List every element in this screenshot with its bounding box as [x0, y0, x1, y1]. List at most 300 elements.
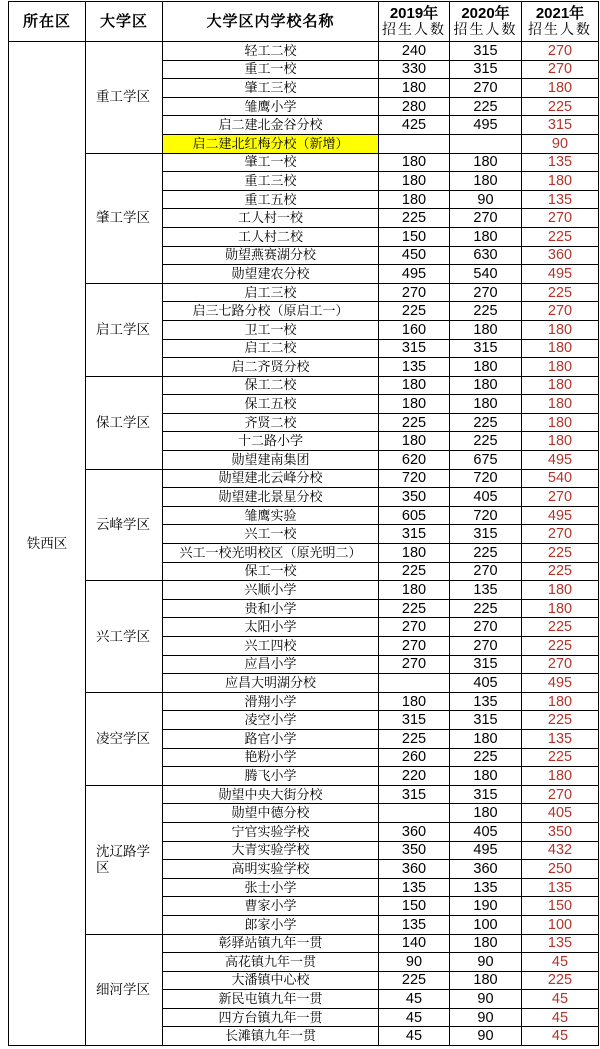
- enrollment-2019-cell: [379, 711, 450, 730]
- zone-name: 细河学区: [96, 981, 150, 997]
- school-name: 应昌小学: [244, 656, 297, 672]
- enrollment-2019-value: 180: [401, 154, 427, 171]
- school-name: 新民屯镇九年一贯: [218, 991, 323, 1007]
- school-name: 凌空小学: [244, 712, 297, 728]
- school-name: 卫工一校: [244, 321, 297, 337]
- header-school-cell: [163, 2, 379, 42]
- enrollment-2020-value: 315: [473, 526, 498, 543]
- school-name-cell: [163, 804, 379, 823]
- zone-cell: [86, 154, 163, 284]
- enrollment-2021-value: 45: [551, 991, 569, 1008]
- school-name: 勋望燕赛湖分校: [224, 247, 316, 263]
- enrollment-2020-value: 180: [473, 805, 498, 822]
- enrollment-2021-value: 225: [547, 637, 573, 654]
- enrollment-2020-cell: [450, 340, 522, 359]
- enrollment-2020-cell: [450, 507, 522, 526]
- enrollment-2020-cell: [450, 209, 522, 228]
- enrollment-2020-cell: [450, 1009, 522, 1028]
- school-name-cell: [163, 563, 379, 582]
- enrollment-2019-cell: [379, 302, 450, 321]
- enrollment-2021-cell: [522, 191, 599, 210]
- enrollment-2021-value: 225: [547, 98, 573, 115]
- enrollment-2019-value: 225: [401, 972, 427, 989]
- school-name: 张士小学: [244, 879, 297, 895]
- enrollment-2021-value: 360: [547, 247, 573, 264]
- enrollment-2019-cell: [379, 340, 450, 359]
- school-name-cell: [163, 860, 379, 879]
- enrollment-2019-value: 220: [401, 767, 427, 784]
- enrollment-2019-cell: [379, 767, 450, 786]
- enrollment-2019-cell: [379, 935, 450, 954]
- school-name-cell: [163, 302, 379, 321]
- header-zone-cell: [86, 2, 163, 42]
- school-name-cell: [163, 42, 379, 61]
- enrollment-2021-cell: [522, 953, 599, 972]
- school-name: 长滩镇九年一贯: [224, 1028, 316, 1044]
- enrollment-2021-value: 180: [547, 396, 573, 413]
- enrollment-2020-cell: [450, 842, 522, 861]
- enrollment-2020-cell: [450, 693, 522, 712]
- enrollment-2019-cell: [379, 693, 450, 712]
- school-name-cell-highlighted: [163, 135, 379, 154]
- enrollment-2021-value: 270: [547, 786, 573, 803]
- school-name: 重工一校: [244, 61, 297, 77]
- school-name-cell: [163, 581, 379, 600]
- enrollment-2020-value: 270: [473, 210, 498, 227]
- school-name-cell: [163, 247, 379, 266]
- enrollment-2020-cell: [450, 265, 522, 284]
- enrollment-2019-value: 280: [401, 98, 427, 115]
- school-name: 工人村一校: [237, 210, 303, 226]
- enrollment-2020-value: 540: [473, 265, 498, 282]
- enrollment-2020-value: 495: [473, 842, 498, 859]
- enrollment-2021-value: 540: [547, 470, 573, 487]
- enrollment-2019-cell: [379, 414, 450, 433]
- school-name-cell: [163, 61, 379, 80]
- enrollment-2019-cell: [379, 321, 450, 340]
- enrollment-2021-cell: [522, 154, 599, 173]
- enrollment-2021-value: 225: [547, 619, 573, 636]
- school-name-cell: [163, 600, 379, 619]
- enrollment-2020-value: 225: [473, 544, 498, 561]
- school-name-cell: [163, 525, 379, 544]
- enrollment-2019-cell: [379, 1009, 450, 1028]
- enrollment-2021-value: 135: [547, 154, 573, 171]
- enrollment-2021-value: 180: [547, 433, 573, 450]
- enrollment-2021-value: 45: [551, 953, 569, 970]
- enrollment-2021-cell: [522, 786, 599, 805]
- school-name-cell: [163, 79, 379, 98]
- school-name: 启二建北红梅分校（新增）: [192, 135, 349, 151]
- header-district-label: 所在区: [22, 13, 71, 30]
- school-name: 高花镇九年一贯: [224, 953, 316, 969]
- school-name: 应昌大明湖分校: [224, 674, 316, 690]
- enrollment-2021-value: 100: [547, 916, 573, 933]
- school-name-cell: [163, 488, 379, 507]
- school-name: 启三七路分校（原启工一）: [192, 303, 349, 319]
- enrollment-2019-cell: [379, 916, 450, 935]
- school-name-cell: [163, 990, 379, 1009]
- enrollment-2020-cell: [450, 823, 522, 842]
- school-name: 启工二校: [244, 340, 297, 356]
- enrollment-2020-cell: [450, 470, 522, 489]
- enrollment-2020-value: 315: [473, 42, 498, 59]
- school-name: 雏鹰实验: [244, 507, 297, 523]
- district-name: 铁西区: [26, 535, 68, 551]
- enrollment-2019-cell: [379, 172, 450, 191]
- school-name: 肇工三校: [244, 79, 297, 95]
- school-name-cell: [163, 711, 379, 730]
- enrollment-2019-value: 620: [401, 451, 427, 468]
- enrollment-2020-value: 270: [473, 619, 498, 636]
- enrollment-2019-cell: [379, 154, 450, 173]
- enrollment-2021-cell: [522, 61, 599, 80]
- school-name-cell: [163, 935, 379, 954]
- enrollment-2020-cell: [450, 525, 522, 544]
- enrollment-2021-cell: [522, 674, 599, 693]
- enrollment-2021-value: 495: [547, 507, 573, 524]
- enrollment-2019-cell: [379, 507, 450, 526]
- enrollment-2019-value: 315: [401, 786, 427, 803]
- enrollment-2021-value: 225: [547, 712, 573, 729]
- enrollment-2021-value: 270: [547, 489, 573, 506]
- school-name-cell: [163, 284, 379, 303]
- header-2020-cell: [450, 2, 522, 42]
- enrollment-2021-value: 180: [547, 767, 573, 784]
- enrollment-2021-cell: [522, 265, 599, 284]
- enrollment-2019-value: 330: [401, 61, 427, 78]
- zone-name: 兴工学区: [96, 628, 150, 644]
- school-name-cell: [163, 674, 379, 693]
- enrollment-2020-value: 180: [473, 358, 498, 375]
- school-name: 保工二校: [244, 377, 297, 393]
- enrollment-2020-value: 720: [473, 470, 498, 487]
- school-name: 兴工四校: [244, 637, 297, 653]
- enrollment-2020-value: 495: [473, 117, 498, 134]
- enrollment-2019-cell: [379, 544, 450, 563]
- enrollment-2019-value: 160: [401, 321, 427, 338]
- enrollment-2020-cell: [450, 488, 522, 507]
- enrollment-2019-cell: [379, 749, 450, 768]
- enrollment-2021-cell: [522, 451, 599, 470]
- enrollment-2019-value: 450: [401, 247, 427, 264]
- enrollment-2019-value: 180: [401, 693, 427, 710]
- enrollment-2021-cell: [522, 284, 599, 303]
- enrollment-2019-cell: [379, 786, 450, 805]
- zone-cell: [86, 284, 163, 377]
- enrollment-2020-value: 180: [473, 730, 498, 747]
- enrollment-2020-value: 630: [473, 247, 498, 264]
- header-2021-year: 2021年: [535, 4, 585, 22]
- enrollment-2021-value: 495: [547, 674, 573, 691]
- enrollment-2019-cell: [379, 191, 450, 210]
- school-name: 勋望中德分校: [231, 805, 310, 821]
- enrollment-2021-value: 432: [547, 842, 573, 859]
- header-2021-cell: [522, 2, 599, 42]
- enrollment-2021-cell: [522, 135, 599, 154]
- enrollment-2020-cell: [450, 990, 522, 1009]
- enrollment-2020-value: 225: [473, 749, 498, 766]
- enrollment-2021-value: 270: [547, 303, 573, 320]
- enrollment-2019-cell: [379, 488, 450, 507]
- zone-name: 启工学区: [96, 321, 150, 337]
- enrollment-2021-cell: [522, 860, 599, 879]
- school-name-cell: [163, 693, 379, 712]
- enrollment-2019-value: 225: [401, 210, 427, 227]
- enrollment-2019-value: 135: [401, 916, 427, 933]
- zone-name: 保工学区: [96, 414, 150, 430]
- enrollment-2020-value: 270: [473, 563, 498, 580]
- enrollment-2020-cell: [450, 42, 522, 61]
- enrollment-2020-cell: [450, 432, 522, 451]
- enrollment-2019-cell: [379, 395, 450, 414]
- enrollment-2019-cell: [379, 116, 450, 135]
- enrollment-2019-cell: [379, 265, 450, 284]
- enrollment-2019-value: 45: [405, 991, 423, 1008]
- enrollment-2021-value: 90: [551, 135, 569, 152]
- enrollment-2019-value: 180: [401, 433, 427, 450]
- enrollment-2020-cell: [450, 79, 522, 98]
- school-name-cell: [163, 507, 379, 526]
- school-name: 彰驿站镇九年一贯: [218, 935, 323, 951]
- enrollment-2020-value: 180: [473, 972, 498, 989]
- school-name: 郎家小学: [244, 916, 297, 932]
- enrollment-2019-value: 720: [401, 470, 427, 487]
- header-2020-label: 招生人数: [453, 22, 518, 38]
- enrollment-2020-value: 180: [473, 321, 498, 338]
- enrollment-2020-cell: [450, 135, 522, 154]
- school-name-cell: [163, 265, 379, 284]
- school-name-cell: [163, 749, 379, 768]
- enrollment-2019-cell: [379, 730, 450, 749]
- enrollment-2019-value: 180: [401, 377, 427, 394]
- enrollment-2019-value: 270: [401, 637, 427, 654]
- enrollment-2020-value: 90: [477, 1028, 494, 1045]
- school-name-cell: [163, 116, 379, 135]
- enrollment-2020-cell: [450, 191, 522, 210]
- enrollment-2021-value: 180: [547, 414, 573, 431]
- enrollment-2020-cell: [450, 1027, 522, 1046]
- enrollment-2021-value: 225: [547, 972, 573, 989]
- enrollment-2020-value: 180: [473, 767, 498, 784]
- school-name-cell: [163, 544, 379, 563]
- enrollment-2020-value: 135: [473, 582, 498, 599]
- enrollment-2021-value: 225: [547, 284, 573, 301]
- enrollment-2020-cell: [450, 544, 522, 563]
- school-name: 艳粉小学: [244, 749, 297, 765]
- enrollment-2019-cell: [379, 470, 450, 489]
- header-2020-year: 2020年: [461, 4, 510, 22]
- enrollment-2021-cell: [522, 990, 599, 1009]
- enrollment-2021-value: 180: [547, 377, 573, 394]
- enrollment-2021-value: 270: [547, 210, 573, 227]
- enrollment-2020-value: 180: [473, 935, 498, 952]
- zone-cell: [86, 786, 163, 935]
- enrollment-2021-cell: [522, 116, 599, 135]
- enrollment-2021-cell: [522, 823, 599, 842]
- enrollment-2019-cell: [379, 897, 450, 916]
- enrollment-2019-value: 150: [401, 228, 427, 245]
- enrollment-2021-value: 495: [547, 265, 573, 282]
- enrollment-2020-value: 270: [473, 284, 498, 301]
- header-2019-cell: [379, 2, 450, 42]
- enrollment-2020-value: 90: [477, 191, 494, 208]
- school-name: 滑翔小学: [244, 693, 297, 709]
- enrollment-2020-value: 180: [473, 396, 498, 413]
- enrollment-2019-value: 240: [401, 42, 427, 59]
- enrollment-2021-value: 180: [547, 600, 573, 617]
- enrollment-2020-cell: [450, 897, 522, 916]
- enrollment-2021-value: 135: [547, 730, 573, 747]
- enrollment-table: [8, 1, 599, 1046]
- zone-name: 凌空学区: [96, 730, 150, 746]
- enrollment-2021-cell: [522, 488, 599, 507]
- school-name-cell: [163, 228, 379, 247]
- enrollment-2020-value: 225: [473, 600, 498, 617]
- enrollment-2021-cell: [522, 767, 599, 786]
- header-zone-label: 大学区: [99, 13, 148, 30]
- enrollment-2020-value: 315: [473, 340, 498, 357]
- enrollment-2021-cell: [522, 470, 599, 489]
- enrollment-2021-cell: [522, 432, 599, 451]
- school-name-cell: [163, 358, 379, 377]
- enrollment-2021-cell: [522, 693, 599, 712]
- enrollment-2019-value: 315: [401, 712, 427, 729]
- enrollment-2019-cell: [379, 990, 450, 1009]
- enrollment-2021-value: 405: [547, 805, 573, 822]
- school-name-cell: [163, 451, 379, 470]
- enrollment-2021-cell: [522, 749, 599, 768]
- school-name-cell: [163, 432, 379, 451]
- enrollment-2020-value: 135: [473, 879, 498, 896]
- enrollment-2020-value: 405: [473, 823, 498, 840]
- enrollment-2021-cell: [522, 897, 599, 916]
- enrollment-2021-cell: [522, 916, 599, 935]
- enrollment-2020-cell: [450, 377, 522, 396]
- enrollment-2020-value: 225: [473, 98, 498, 115]
- enrollment-2021-cell: [522, 302, 599, 321]
- enrollment-2019-cell: [379, 377, 450, 396]
- school-name: 十二路小学: [237, 433, 303, 449]
- enrollment-2020-cell: [450, 414, 522, 433]
- school-name-cell: [163, 414, 379, 433]
- enrollment-2020-value: 90: [477, 991, 494, 1008]
- school-name-cell: [163, 1009, 379, 1028]
- school-name: 工人村二校: [237, 228, 303, 244]
- enrollment-2021-cell: [522, 1027, 599, 1046]
- enrollment-2020-cell: [450, 600, 522, 619]
- header-district-cell: [9, 2, 86, 42]
- enrollment-2019-value: 425: [401, 117, 427, 134]
- school-name-cell: [163, 823, 379, 842]
- enrollment-2021-value: 270: [547, 656, 573, 673]
- school-name: 重工五校: [244, 191, 297, 207]
- enrollment-2019-cell: [379, 432, 450, 451]
- header-2021-label: 招生人数: [528, 22, 592, 38]
- enrollment-2021-cell: [522, 525, 599, 544]
- school-name-cell: [163, 377, 379, 396]
- school-name-cell: [163, 972, 379, 991]
- enrollment-2020-cell: [450, 358, 522, 377]
- header-2019-label: 招生人数: [382, 22, 446, 38]
- enrollment-2020-cell: [450, 730, 522, 749]
- school-name: 宁官实验学校: [231, 823, 310, 839]
- enrollment-2019-cell: [379, 842, 450, 861]
- enrollment-2019-value: 225: [401, 303, 427, 320]
- enrollment-2019-value: 315: [401, 526, 427, 543]
- zone-cell: [86, 377, 163, 470]
- enrollment-2021-cell: [522, 228, 599, 247]
- school-name: 路官小学: [244, 730, 297, 746]
- enrollment-2020-value: 180: [473, 172, 498, 189]
- enrollment-2019-cell: [379, 581, 450, 600]
- enrollment-2019-cell: [379, 525, 450, 544]
- enrollment-2020-cell: [450, 786, 522, 805]
- enrollment-2019-value: 180: [401, 79, 427, 96]
- enrollment-2021-value: 225: [547, 228, 573, 245]
- enrollment-2021-cell: [522, 879, 599, 898]
- enrollment-2021-value: 225: [547, 544, 573, 561]
- enrollment-2019-value: 270: [401, 284, 427, 301]
- enrollment-2020-value: 315: [473, 786, 498, 803]
- school-name: 大青实验学校: [231, 842, 310, 858]
- enrollment-2019-cell: [379, 451, 450, 470]
- enrollment-2021-value: 180: [547, 79, 573, 96]
- school-name: 太阳小学: [244, 619, 297, 635]
- enrollment-2021-value: 180: [547, 172, 573, 189]
- enrollment-2019-value: 90: [405, 953, 423, 970]
- school-name-cell: [163, 767, 379, 786]
- enrollment-2020-cell: [450, 451, 522, 470]
- enrollment-2019-value: 350: [401, 489, 427, 506]
- enrollment-2021-cell: [522, 247, 599, 266]
- enrollment-2020-value: 315: [473, 61, 498, 78]
- school-name-cell: [163, 842, 379, 861]
- enrollment-2020-value: 270: [473, 637, 498, 654]
- school-name-cell: [163, 897, 379, 916]
- enrollment-2020-cell: [450, 749, 522, 768]
- enrollment-2021-cell: [522, 377, 599, 396]
- enrollment-2019-value: 135: [401, 879, 427, 896]
- enrollment-2021-cell: [522, 972, 599, 991]
- zone-cell: [86, 581, 163, 693]
- enrollment-2020-cell: [450, 98, 522, 117]
- enrollment-2019-value: 150: [401, 898, 427, 915]
- school-name: 曹家小学: [244, 898, 297, 914]
- enrollment-2021-value: 135: [547, 191, 573, 208]
- enrollment-2021-value: 250: [547, 860, 573, 877]
- enrollment-2021-value: 135: [547, 935, 573, 952]
- enrollment-2019-value: 180: [401, 172, 427, 189]
- enrollment-2020-value: 315: [473, 712, 498, 729]
- enrollment-2020-cell: [450, 916, 522, 935]
- enrollment-2020-cell: [450, 674, 522, 693]
- enrollment-2021-value: 225: [547, 749, 573, 766]
- enrollment-2021-value: 270: [547, 526, 573, 543]
- enrollment-2021-value: 495: [547, 451, 573, 468]
- school-name: 启二建北金谷分校: [218, 117, 323, 133]
- enrollment-2021-value: 270: [547, 42, 573, 59]
- enrollment-2019-value: 140: [401, 935, 427, 952]
- enrollment-2020-cell: [450, 154, 522, 173]
- school-name: 启二齐贤分校: [231, 358, 310, 374]
- enrollment-2020-cell: [450, 656, 522, 675]
- enrollment-2021-cell: [522, 804, 599, 823]
- enrollment-2019-cell: [379, 656, 450, 675]
- enrollment-2021-value: 350: [547, 823, 573, 840]
- zone-name: 云峰学区: [96, 516, 150, 532]
- enrollment-2020-value: 225: [473, 433, 498, 450]
